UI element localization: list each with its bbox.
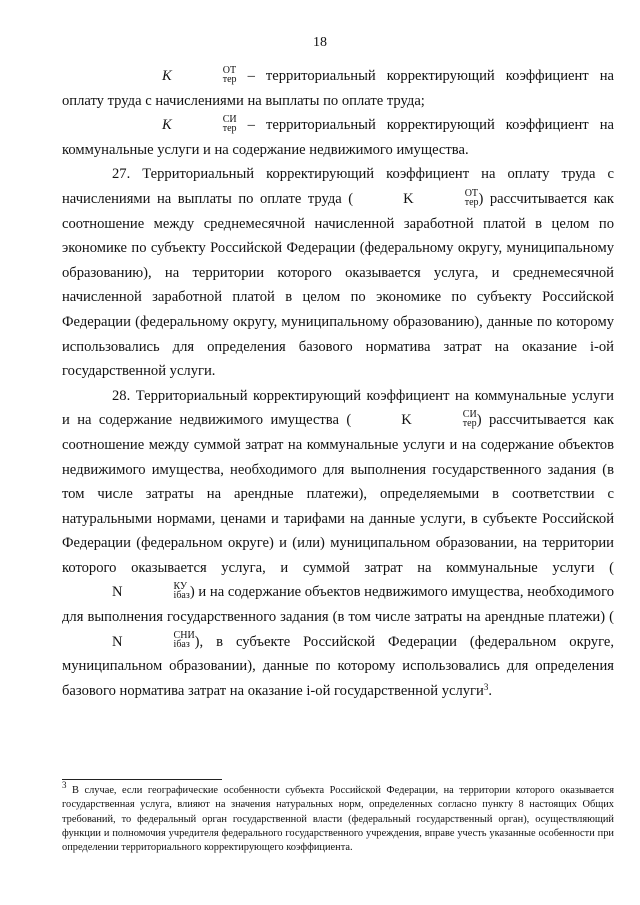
document-body xyxy=(62,64,614,703)
footnote-text: В случае, если географические особенности субъекта Российской Федерации, на территории которого оказывается государственная услуга, влияют на значения натуральных норм, определенных согласно пункту 8 настоящих Общих требований, то федеральный орган государственной власти (федеральный государственный орган), осуществляющий функции и полномочия учредителя федерального государственного учреждения, вправе учесть указанные особенности при определении территориального корректирующего коэффициента. xyxy=(62,785,614,854)
footnote-number: 3 xyxy=(62,780,67,790)
definition-text: – территориальный корректирующий коэффициент на коммунальные услуги и на содержание недвижимого имущества. xyxy=(62,117,614,158)
coefficient-symbol: K ОТ тер xyxy=(162,64,237,85)
definition-item xyxy=(62,64,614,113)
footnote-divider xyxy=(62,779,222,780)
page-number: 18 xyxy=(313,35,327,50)
coefficient-symbol: K ОТ тер xyxy=(403,187,479,208)
norm-symbol: N КУ iбаз xyxy=(112,581,190,602)
footnote-reference[interactable]: 3 xyxy=(483,681,489,692)
norm-symbol: N СНИ iбаз xyxy=(112,630,195,651)
definition-item xyxy=(62,113,614,162)
footnote xyxy=(62,780,614,855)
coefficient-symbol: K СИ тер xyxy=(162,113,237,134)
coefficient-symbol: K СИ тер xyxy=(401,408,477,429)
paragraph-27: 27. Территориальный корректирующий коэффициент на оплату труда с начислениями на выплаты по оплате труда ( K ОТ тер ) рассчитывается как соотношение между среднемесячной начисленной заработной платой в целом по экономике по субъекту Российской Федерации (федеральному округу, муниципальному образованию), на территории которого оказывается услуга, и среднемесячной начисленной заработной платой в целом по экономике по субъекту Российской Федерации (федеральному округу, муниципальному образованию), данные по которому использовались для определения базового норматива затрат на оказание i-ой государственной услуги. xyxy=(62,166,615,380)
definition-text: – территориальный корректирующий коэффициент на оплату труда с начислениями на выплаты по оплате труда; xyxy=(62,68,614,109)
paragraph-28: 28. Территориальный корректирующий коэффициент на коммунальные услуги и на содержание недвижимого имущества ( K СИ тер ) рассчитывается как соотношение между суммой затрат на коммунальные услуги и на содержание объектов недвижимого имущества, необходимого для выполнения государственного задания (в том числе затраты на арендные платежи), определяемыми в соответствии с натуральными нормами, ценами и тарифами на данные услуги, в субъекте Российской Федерации (федеральном округе) и (или) муниципальном образовании, на территории которого оказывается услуга, и суммой затрат на коммунальные услуги (N КУ iбаз ) и на содержание объектов недвижимого имущества, необходимого для выполнения государственного задания (в том числе затраты на арендные платежи) (N СНИ iбаз ), в субъекте Российской Федерации (федеральном округе, муниципальном образовании), данные по которому использовались для определения базового норматива затрат на оказание i-ой государственной услуги$^3$. xyxy=(62,387,614,699)
